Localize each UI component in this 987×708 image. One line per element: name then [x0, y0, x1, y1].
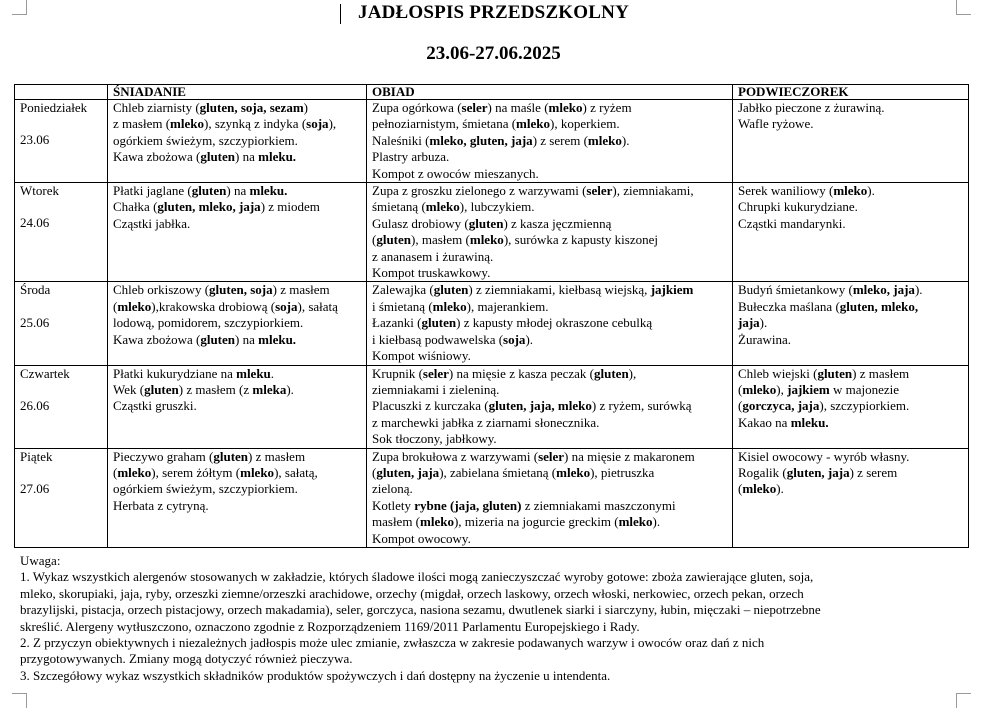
- meal-line: śmietaną (mleko), lubczykiem.: [372, 199, 535, 215]
- menu-row: [15, 365, 969, 448]
- day-cell: [15, 448, 108, 547]
- meal-line: (mleko).: [738, 481, 784, 497]
- menu-row: [15, 448, 969, 547]
- page-corner-mark: [956, 693, 971, 708]
- meal-line: Kompot wiśniowy.: [372, 348, 471, 364]
- meal-line: Placuszki z kurczaka (gluten, jaja, mleko) z ryżem, surówką: [372, 398, 692, 414]
- day-date: 25.06: [20, 314, 50, 330]
- date-range: 23.06-27.06.2025: [426, 43, 561, 64]
- meal-line: Herbata z cytryną.: [113, 497, 209, 513]
- menu-row: [15, 282, 969, 365]
- day-name: Środa: [20, 282, 51, 298]
- meal-line: Łazanki (gluten) z kapusty młodej okraszone cebulką: [372, 315, 653, 331]
- snack-cell: [733, 448, 969, 547]
- meal-line: Kisiel owocowy - wyrób własny.: [738, 448, 910, 464]
- meal-line: Serek waniliowy (mleko).: [738, 183, 875, 199]
- note-line: mleko, skorupiaki, jaja, ryby, orzeszki ziemne/orzeszki arachidowe, orzechy (migdał, orzech laskowy, orzech włoski, nerkowiec, orzech pekan, orzech: [20, 585, 804, 601]
- lunch-cell: [367, 183, 733, 282]
- meal-line: z marchewki jabłka z ziarnami słonecznika.: [372, 414, 600, 430]
- meal-line: ogórkiem świeżym, szczypiorkiem.: [113, 481, 298, 497]
- header-lunch: OBIAD: [367, 85, 733, 100]
- meal-line: (mleko), jajkiem w majonezie: [738, 381, 900, 397]
- note-line: 2. Z przyczyn obiektywnych i niezależnych jadłospis może ulec zmianie, zwłaszcza w zakresie podawanych warzyw i owoców oraz dań z nich: [20, 635, 765, 651]
- meal-line: Kawa zbożowa (gluten) na mleku.: [113, 331, 297, 347]
- meal-line: Kompot z owoców mieszanych.: [372, 165, 539, 181]
- note-line: 3. Szczegółowy wykaz wszystkich składników produktów spożywczych i dań dostępny na życzenie u intendenta.: [20, 667, 611, 683]
- meal-line: Płatki jaglane (gluten) na mleku.: [113, 183, 288, 199]
- lunch-cell: [367, 100, 733, 183]
- meal-line: z ananasem i żurawiną.: [372, 248, 494, 264]
- meal-line: Cząstki jabłka.: [113, 215, 191, 231]
- breakfast-cell: [108, 448, 367, 547]
- day-date: 27.06: [20, 480, 50, 496]
- meal-line: (mleko),krakowska drobiową (soja), sałatą: [113, 298, 338, 314]
- meal-line: Pieczywo graham (gluten) z masłem: [113, 448, 306, 464]
- meal-line: Gulasz drobiowy (gluten) z kasza jęczmienną: [372, 215, 612, 231]
- meal-line: Zalewajka (gluten) z ziemniakami, kiełbasą wiejską, jajkiem: [372, 282, 694, 298]
- meal-line: Kotlety rybne (jaja, gluten) z ziemniakami maszczonymi: [372, 497, 676, 513]
- day-name: Piątek: [20, 448, 53, 464]
- header-breakfast: ŚNIADANIE: [108, 85, 367, 100]
- meal-line: zieloną.: [372, 481, 413, 497]
- meal-line: (gorczyca, jaja), szczypiorkiem.: [738, 398, 910, 414]
- meal-line: Plastry arbuza.: [372, 149, 450, 165]
- page-corner-mark: [12, 693, 27, 708]
- meal-line: Naleśniki (mleko, gluten, jaja) z serem (mleko).: [372, 132, 630, 148]
- meal-line: (mleko), serem żółtym (mleko), sałatą,: [113, 464, 318, 480]
- day-name: Poniedziałek: [20, 100, 88, 115]
- lunch-cell: [367, 282, 733, 365]
- meal-line: Płatki kukurydziane na mleku.: [113, 365, 275, 381]
- snack-cell: [733, 365, 969, 448]
- breakfast-cell: [108, 100, 367, 183]
- day-cell: [15, 282, 108, 365]
- meal-line: Wek (gluten) z masłem (z mleka).: [113, 381, 294, 397]
- meal-line: Chrupki kukurydziane.: [738, 199, 858, 215]
- menu-row: [15, 183, 969, 282]
- meal-line: masłem (mleko), mizeria na jogurcie greckim (mleko).: [372, 514, 661, 530]
- meal-line: Kawa zbożowa (gluten) na mleku.: [113, 149, 297, 165]
- menu-table: [14, 84, 969, 548]
- day-name: Czwartek: [20, 365, 70, 381]
- notes-list: [20, 569, 960, 684]
- header-day: [15, 85, 108, 100]
- meal-line: Budyń śmietankowy (mleko, jaja).: [738, 282, 923, 298]
- lunch-cell: [367, 448, 733, 547]
- meal-line: Zupa ogórkowa (seler) na maśle (mleko) z ryżem: [372, 100, 632, 115]
- day-date: 24.06: [20, 215, 50, 231]
- meal-line: jaja).: [738, 315, 768, 331]
- meal-line: (gluten, jaja), zabielana śmietaną (mleko), pietruszka: [372, 464, 655, 480]
- notes-section: [20, 553, 960, 684]
- day-cell: [15, 100, 108, 183]
- meal-line: Kakao na mleku.: [738, 414, 829, 430]
- meal-line: Chałka (gluten, mleko, jaja) z miodem: [113, 199, 320, 215]
- note-line: 1. Wykaz wszystkich alergenów stosowanych w zakładzie, których śladowe ilości mogą zanieczyszczać wyroby gotowe: zboża zawierające gluten, soja,: [20, 569, 814, 585]
- day-date: 26.06: [20, 397, 50, 413]
- meal-line: ziemniakami i zieleniną.: [372, 381, 500, 397]
- meal-line: Cząstki mandarynki.: [738, 215, 846, 231]
- notes-heading: Uwaga:: [20, 553, 61, 568]
- header-snack: PODWIECZOREK: [733, 85, 969, 100]
- menu-row: [15, 100, 969, 183]
- breakfast-cell: [108, 183, 367, 282]
- meal-line: Jabłko pieczone z żurawiną.: [738, 100, 885, 115]
- meal-line: i śmietaną (mleko), majerankiem.: [372, 298, 549, 314]
- meal-line: (gluten), masłem (mleko), surówka z kapusty kiszonej: [372, 232, 658, 248]
- day-date: 23.06: [20, 132, 50, 148]
- breakfast-cell: [108, 282, 367, 365]
- meal-line: lodową, pomidorem, szczypiorkiem.: [113, 315, 304, 331]
- note-line: skreślić. Alergeny wytłuszczono, oznaczono zgodnie z Rozporządzeniem 1169/2011 Parlamentu Europejskiego i Rady.: [20, 618, 640, 634]
- breakfast-cell: [108, 365, 367, 448]
- meal-line: Chleb ziarnisty (gluten, soja, sezam): [113, 100, 308, 115]
- meal-line: Rogalik (gluten, jaja) z serem: [738, 464, 898, 480]
- meal-line: Zupa z groszku zielonego z warzywami (seler), ziemniakami,: [372, 183, 694, 199]
- snack-cell: [733, 100, 969, 183]
- day-name: Wtorek: [20, 183, 59, 199]
- note-line: przygotowywanych. Zmiany mogą dotyczyć również pieczywa.: [20, 651, 353, 667]
- meal-line: Chleb orkiszowy (gluten, soja) z masłem: [113, 282, 330, 298]
- meal-line: pełnoziarnistym, śmietana (mleko), koperkiem.: [372, 116, 620, 132]
- note-line: brazylijski, pistacja, orzech pistacjowy, orzech makadamia), seler, gorczyca, nasiona sezamu, dwutlenek siarki i siarczyny, łubin, mięczaki – niepotrzebne: [20, 602, 821, 618]
- meal-line: ogórkiem świeżym, szczypiorkiem.: [113, 132, 298, 148]
- meal-line: Żurawina.: [738, 331, 792, 347]
- menu-header-row: [15, 85, 969, 100]
- page-title: JADŁOSPIS PRZEDSZKOLNY: [358, 2, 629, 23]
- meal-line: Kompot owocowy.: [372, 530, 471, 546]
- day-cell: [15, 183, 108, 282]
- meal-line: Kompot truskawkowy.: [372, 265, 491, 281]
- meal-line: Chleb wiejski (gluten) z masłem: [738, 365, 910, 381]
- day-cell: [15, 365, 108, 448]
- meal-line: Zupa brokułowa z warzywami (seler) na mięsie z makaronem: [372, 448, 695, 464]
- meal-line: z masłem (mleko), szynką z indyka (soja),: [113, 116, 337, 132]
- snack-cell: [733, 282, 969, 365]
- meal-line: Bułeczka maślana (gluten, mleko,: [738, 298, 919, 314]
- meal-line: Wafle ryżowe.: [738, 116, 814, 132]
- meal-line: Krupnik (seler) na mięsie z kasza peczak (gluten),: [372, 365, 637, 381]
- snack-cell: [733, 183, 969, 282]
- meal-line: Cząstki gruszki.: [113, 398, 197, 414]
- meal-line: i kiełbasą podwawelska (soja).: [372, 331, 534, 347]
- lunch-cell: [367, 365, 733, 448]
- meal-line: Sok tłoczony, jabłkowy.: [372, 431, 497, 447]
